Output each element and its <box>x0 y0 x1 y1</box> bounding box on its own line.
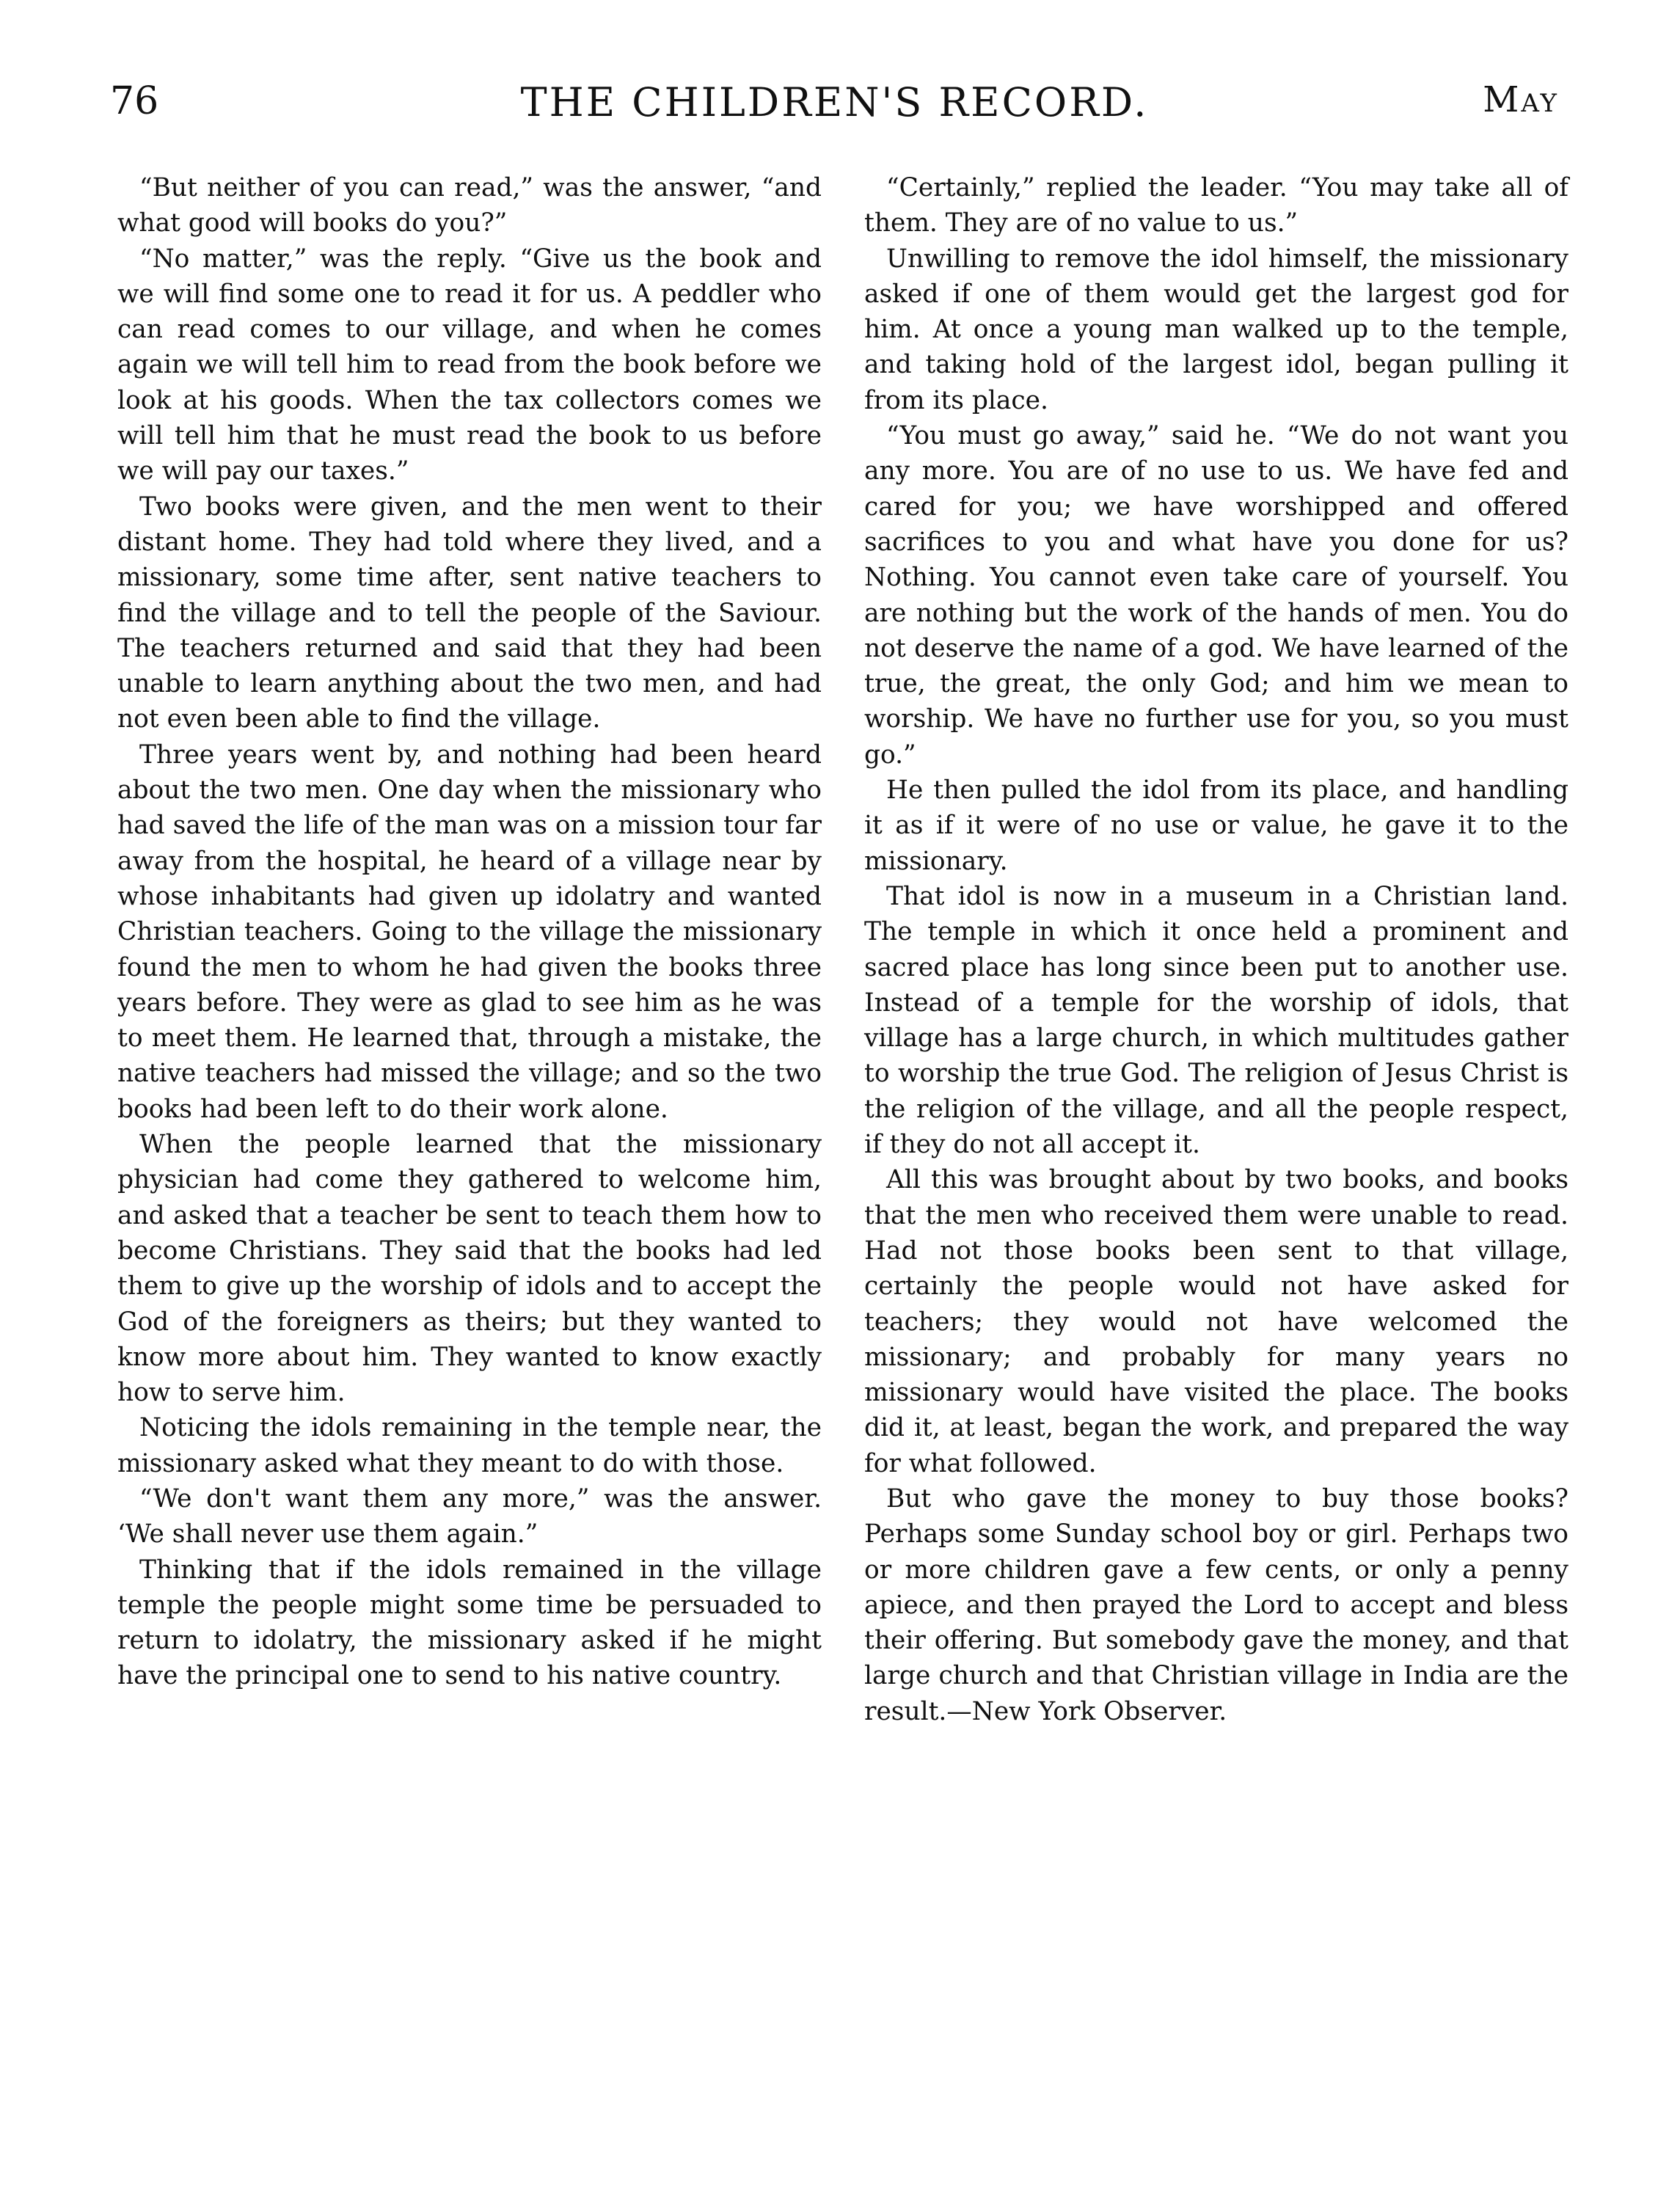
running-title: THE CHILDREN'S RECORD. <box>520 79 1149 125</box>
page-header <box>0 79 1669 131</box>
paragraph: Two books were given, and the men went to their distant home. They had told where they lived, and a missionary, some time after, sent native teachers to find the village and to tell the people of the Saviour. The teachers returned and said that they had been unable to learn anything about the two men, and had not even been able to find the village. <box>117 492 822 734</box>
left-column <box>117 170 822 1694</box>
paragraph: “Certainly,” replied the leader. “You may take all of them. They are of no value to us.” <box>864 173 1568 238</box>
paragraph: When the people learned that the missionary physician had come they gathered to welcome him, and asked that a teacher be sent to teach them how to become Christians. They said that the books had led them to give up the worship of idols and to accept the God of the foreigners as theirs; but they wanted to know more about him. They wanted to know exactly how to serve him. <box>117 1130 822 1408</box>
paragraph: That idol is now in a museum in a Christian land. The temple in which it once held a prominent and sacred place has long since been put to another use. Instead of a temple for the worship of idols, that village has a large church, in which multitudes gather to worship the true God. The religion of Jesus Christ is the religion of the village, and all the people respect, if they do not all accept it. <box>864 881 1568 1160</box>
paragraph: “But neither of you can read,” was the answer, “and what good will books do you?” <box>117 173 822 238</box>
paragraph: But who gave the money to buy those books? Perhaps some Sunday school boy or girl. Perhaps two or more children gave a few cents, or only a penny apiece, and then prayed the Lord to accept and bless their offering. But somebody gave the money, and that large church and that Christian village in India are the result.—New York Observer. <box>864 1483 1568 1726</box>
paragraph: “We don't want them any more,” was the answer. ‘We shall never use them again.” <box>117 1483 822 1550</box>
paragraph: He then pulled the idol from its place, and handling it as if it were of no use or value, he gave it to the missionary. <box>864 775 1568 876</box>
paragraph: “No matter,” was the reply. “Give us the book and we will find some one to read it for us. A peddler who can read comes to our village, and when he comes again we will tell him to read from the book before we look at his goods. When the tax collectors comes we will tell him that he must read the book to us before we will pay our taxes.” <box>117 244 822 486</box>
page-number: 76 <box>110 79 159 123</box>
paragraph: Thinking that if the idols remained in the village temple the people might some time be persuaded to return to idolatry, the missionary asked if he might have the principal one to send to his native country. <box>117 1555 822 1691</box>
issue-month: May <box>1483 79 1559 120</box>
paragraph: Noticing the idols remaining in the temple near, the missionary asked what they meant to do with those. <box>117 1413 822 1478</box>
paragraph: “You must go away,” said he. “We do not want you any more. You are of no use to us. We have fed and cared for you; we have worshipped and offered sacrifices to you and what have you done for us? Nothing. You cannot even take care of yourself. You are nothing but the work of the hands of men. You do not deserve the name of a god. We have learned of the true, the great, the only God; and him we mean to worship. We have no further use for you, so you must go.” <box>864 421 1568 770</box>
paragraph: Unwilling to remove the idol himself, the missionary asked if one of them would get the largest god for him. At once a young man walked up to the temple, and taking hold of the largest idol, began pulling it from its place. <box>864 244 1568 415</box>
paragraph: Three years went by, and nothing had been heard about the two men. One day when the missionary who had saved the life of the man was on a mission tour far away from the hospital, he heard of a village near by whose inhabitants had given up idolatry and wanted Christian teachers. Going to the village the missionary found the men to whom he had given the books three years before. They were as glad to see him as he was to meet them. He learned that, through a mistake, the native teachers had missed the village; and so the two books had been left to do their work alone. <box>117 740 822 1124</box>
right-column <box>864 170 1568 1729</box>
paragraph: All this was brought about by two books, and books that the men who received them were unable to read. Had not those books been sent to that village, certainly the people would not have asked for teachers; they would not have welcomed the missionary; and probably for many years no missionary would have visited the place. The books did it, at least, began the work, and prepared the way for what followed. <box>864 1165 1568 1478</box>
